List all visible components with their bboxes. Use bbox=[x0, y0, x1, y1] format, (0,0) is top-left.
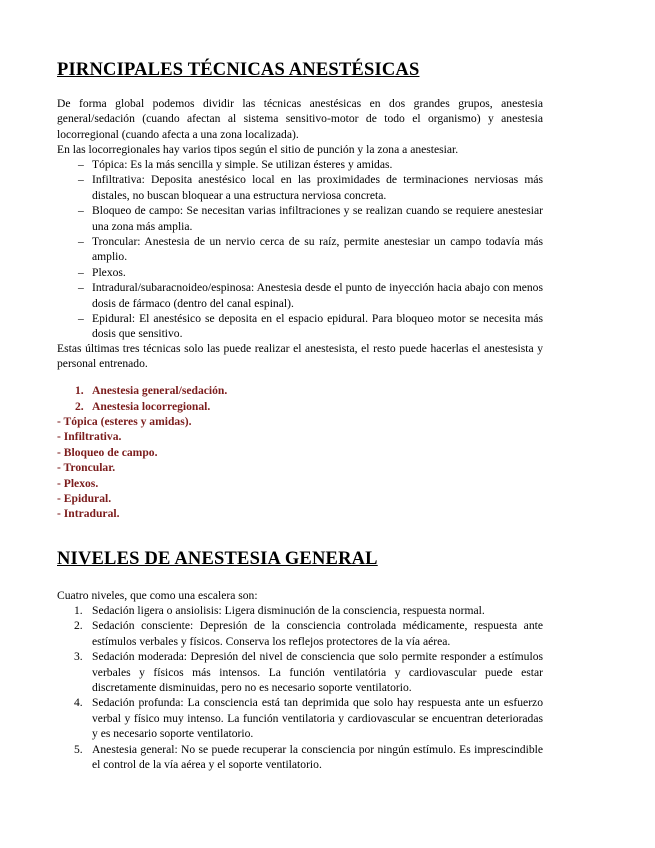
list-item: 1. Sedación ligera o ansiolisis: Ligera disminución de la consciencia, respuesta normal. bbox=[74, 604, 485, 617]
intro-paragraph: De forma global podemos dividir las técnicas anestésicas en dos grandes grupos, anestesia general/sedación (cuando afectan al sistema sensitivo-motor de todo el organismo) y anestesia locorregional (cuando afecta a una zona localizada). bbox=[57, 97, 543, 141]
list-item: - Troncular. bbox=[57, 461, 116, 475]
list-item: - Infiltrativa. bbox=[57, 430, 122, 444]
list-item: – Infiltrativa: Deposita anestésico local en las proximidades de terminaciones nerviosas más distales, no buscan bloquear a una estructura nerviosa concreta. bbox=[78, 173, 543, 202]
list-item: – Tópica: Es la más sencilla y simple. Se utilizan ésteres y amidas. bbox=[78, 158, 393, 171]
list-item: 2. Anestesia locorregional. bbox=[75, 399, 211, 413]
locorregional-intro: En las locorregionales hay varios tipos según el sitio de punción y la zona a anestesiar. bbox=[57, 143, 459, 156]
technique-list bbox=[57, 157, 543, 342]
list-item: – Bloqueo de campo: Se necesitan varias infiltraciones y se realizan cuando se requiere anestesiar una zona más amplia. bbox=[78, 204, 543, 233]
list-item: – Troncular: Anestesia de un nervio cerca de su raíz, permite anestesiar un campo todavía más amplio. bbox=[78, 235, 543, 264]
list-item: - Plexos. bbox=[57, 476, 99, 490]
summary-numbered-list bbox=[57, 383, 227, 415]
niveles-intro: Cuatro niveles, que como una escalera son: bbox=[57, 589, 258, 602]
list-item: - Intradural. bbox=[57, 507, 120, 521]
section-title-tecnicas: PIRNCIPALES TÉCNICAS ANESTÉSICAS bbox=[57, 60, 420, 80]
list-item: 1. Anestesia general/sedación. bbox=[75, 384, 228, 397]
section-title-niveles: NIVELES DE ANESTESIA GENERAL bbox=[57, 549, 378, 569]
list-item: – Intradural/subaracnoideo/espinosa: Anestesia desde el punto de inyección hacia abajo con menos dosis de fármaco (dentro del canal espinal). bbox=[78, 281, 543, 310]
list-item: 5. Anestesia general: No se puede recuperar la consciencia por ningún estímulo. Es imprescindible el control de la vía aérea y el soporte ventilatorio. bbox=[74, 742, 543, 772]
list-item: – Plexos. bbox=[78, 265, 126, 279]
summary-dash-list bbox=[57, 414, 192, 522]
list-item: 4. Sedación profunda: La consciencia está tan deprimida que solo hay respuesta ante un esfuerzo verbal y físico muy intenso. La función ventilatoria y cardiovascular se encuentran deterioradas y es necesario soporte ventilatorio. bbox=[74, 696, 543, 741]
list-item: - Bloqueo de campo. bbox=[57, 445, 158, 459]
list-item: – Epidural: El anestésico se deposita en el espacio epidural. Para bloqueo motor se necesita más dosis que sensitivo. bbox=[78, 312, 543, 341]
list-item: - Epidural. bbox=[57, 492, 112, 506]
list-item: - Tópica (esteres y amidas). bbox=[57, 415, 192, 428]
list-item: 3. Sedación moderada: Depresión del nivel de consciencia que solo permite responder a estímulos verbales y físicos más intensos. La función ventilatória y cardiovascular puede estar discretamente disminuidas, pero no es necesario soporte ventilatorio. bbox=[74, 650, 543, 695]
levels-list bbox=[57, 603, 543, 772]
list-item: 2. Sedación consciente: Depresión de la consciencia controlada médicamente, respuesta ante estímulos verbales y físicos. Conserva los reflejos protectores de la vía aérea. bbox=[74, 619, 543, 648]
closing-paragraph: Estas últimas tres técnicas solo las puede realizar el anestesista, el resto puede hacerlas el anestesista y personal entrenado. bbox=[57, 342, 543, 371]
